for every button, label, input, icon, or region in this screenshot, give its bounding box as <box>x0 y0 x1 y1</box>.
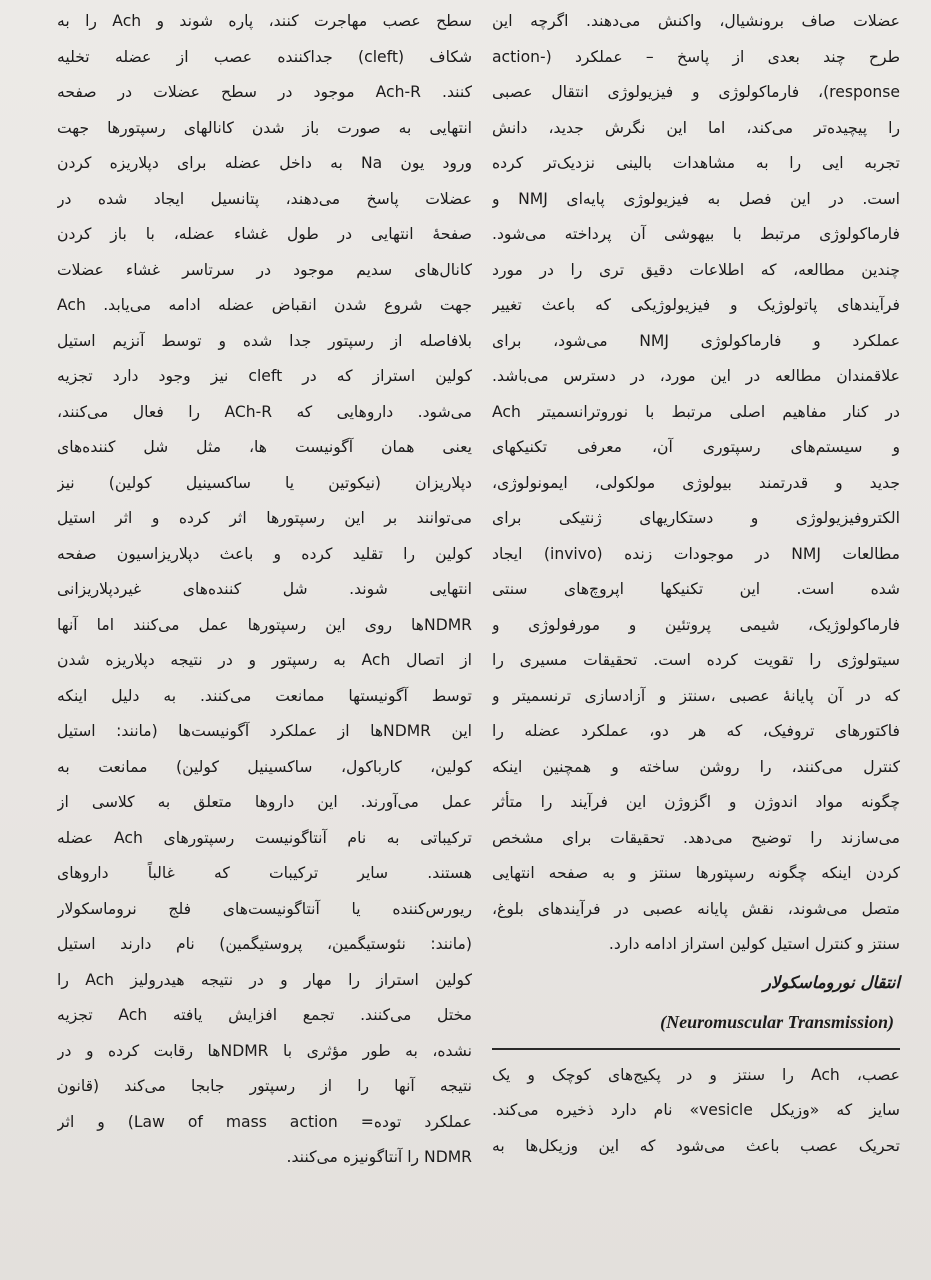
text-line: شده است. این تکنیکها اپروچ‌های سنتی <box>492 580 900 598</box>
text-line: الکتروفیزیولوژی و دستکاریهای ژنتیکی برای <box>492 509 900 527</box>
text-line: (مانند: نئوستیگمین، پروستیگمین) نام دارند استیل <box>57 935 472 953</box>
text-line: عملکرد و فارماکولوژی NMJ می‌شود، برای <box>492 331 900 350</box>
text-line: فارماکولوژیک، شیمی پروتئین و مورفولوژی و <box>492 615 900 634</box>
text-line: کولین، کارباکول، ساکسینیل کولین) ممانعت به <box>57 757 472 776</box>
text-line: و سیستم‌های رسپتوری آن، معرفی تکنیکهای <box>492 438 900 456</box>
text-line: که در آن پایانهٔ عصبی ،سنتز و آزادسازی ترنسمیتر و <box>492 686 900 705</box>
text-line: یعنی همان آگونیست ها، مثل شل کننده‌های <box>57 438 472 456</box>
text-line: NDMR را آنتاگونیزه می‌کنند. <box>286 1148 472 1166</box>
text-line: NDMRها روی این رسپتورها عمل می‌کنند اما آنها <box>57 615 472 634</box>
text-line: عضلات پاسخ می‌دهند، پتانسیل ایجاد شده در <box>57 189 472 208</box>
text-line: کنترل می‌کنند، را روشن ساخته و همچنین اینکه <box>492 757 900 776</box>
section-heading-persian: انتقال نوروماسکولار <box>762 972 900 992</box>
text-line: سیتولوژی را تقویت کرده است. تحقیقات مسیری را <box>492 651 900 669</box>
text-line: جهت شروع شدن انقباض عضله ادامه می‌یابد. Ach <box>57 296 472 314</box>
text-line: فارماکولوژی مرتبط با بیهوشی آن پرداخته می‌شود. <box>492 225 900 243</box>
text-line: است. در این فصل به فیزیولوژی پایه‌ای NMJ و <box>492 189 900 208</box>
text-line: متصل می‌شوند، نقش پایانه عصبی در فرآیندهای بلوغ، <box>492 899 900 918</box>
left-paragraph <box>57 4 472 1176</box>
text-line: کولین را تقلید کرده و باعث دپلاریزاسیون صفحه <box>57 544 472 563</box>
text-line: نتیجه آنها را از رسپتور جابجا می‌کند (قانون <box>57 1077 472 1095</box>
text-line: تحریک عصب باعث می‌شود که این وزیکل‌ها به <box>492 1136 900 1155</box>
text-line: چگونه مواد اندوژن و اگزوژن این فرآیند را متأثر <box>492 793 900 811</box>
text-line: هستند. سایر ترکیبات که غالباً داروهای <box>57 864 472 882</box>
text-line: می‌توانند بر این رسپتورها اثر کرده و اثر استیل <box>57 509 472 527</box>
text-line: response)، فارماکولوژی و فیزیولوژی انتقال عصبی <box>492 83 900 101</box>
text-line: جدید و قدرتمند بیولوژی مولکولی، ایمونولوژی، <box>492 473 900 492</box>
text-line: سطح عصب مهاجرت کنند، پاره شوند و Ach را به <box>57 12 472 30</box>
text-line: در کنار مفاهیم اصلی مرتبط با نوروترانسمیتر Ach <box>492 402 900 421</box>
text-line: صفحهٔ انتهایی در طول غشاء عضله، با باز کردن <box>57 225 472 243</box>
text-line: می‌شود. داروهایی که ACh-R را فعال می‌کنند، <box>57 402 472 421</box>
text-line: مختل می‌کنند. تجمع افزایش یافته Ach تجزیه <box>57 1006 472 1024</box>
text-line: انتهایی به صورت باز شدن کانالهای رسپتورها جهت <box>57 118 472 137</box>
text-line: ریورس‌کننده یا آنتاگونیست‌های فلج نروماسکولار <box>57 899 472 918</box>
right-paragraph-transmission <box>492 1058 900 1165</box>
text-line: توسط آگونیستها ممانعت می‌کنند. به دلیل اینکه <box>57 686 472 705</box>
text-line: دپلاریزان (نیکوتین یا ساکسینیل کولین) نیز <box>57 473 472 492</box>
text-line: کردن اینکه چگونه رسپتورها سنتز و به صفحه انتهایی <box>492 864 900 882</box>
right-paragraph-intro <box>492 4 900 963</box>
right-text-column <box>492 4 900 1164</box>
text-line: مطالعات NMJ در موجودات زنده (invivo) ایجاد <box>492 544 900 563</box>
text-line: ورود یون Na به داخل عضله برای دپلاریزه کردن <box>57 154 472 172</box>
text-line: تجربه ایی را به مشاهدات بالینی نزدیک‌تر کرده <box>492 154 900 172</box>
text-line: علاقمندان مطالعه در این مورد، در دسترس می‌باشد. <box>492 367 900 385</box>
text-line: بلافاصله از رسپتور جدا شده و توسط آنزیم استیل <box>57 331 472 350</box>
text-line: از اتصال Ach به رسپتور و در نتیجه دپلاریزه شدن <box>57 651 472 669</box>
text-line: انتهایی شوند. شل کننده‌های غیردپلاریزانی <box>57 580 472 598</box>
section-divider <box>492 1048 900 1050</box>
left-text-column <box>57 4 472 1176</box>
text-line: عضلات صاف برونشیال، واکنش می‌دهند. اگرچه این <box>492 12 900 30</box>
text-line: می‌سازند را توضیح می‌دهد. تحقیقات برای مشخص <box>492 828 900 847</box>
text-line: عملکرد توده= Law of mass action) و اثر <box>57 1112 472 1131</box>
text-line: طرح چند بعدی از پاسخ – عملکرد (-action <box>492 47 900 66</box>
text-line: عصب، Ach را سنتز و در پکیج‌های کوچک و یک <box>492 1065 900 1084</box>
text-line: کولین استراز را مهار و در نتیجه هیدرولیز Ach را <box>57 970 472 989</box>
text-line: ترکیباتی به نام آنتاگونیست رسپتورهای Ach عضله <box>57 828 472 847</box>
text-line: سایز که «وزیکل vesicle» نام دارد ذخیره می‌کند. <box>492 1101 900 1119</box>
text-line: کولین استراز که در cleft نیز وجود دارد تجزیه <box>57 367 472 385</box>
text-line: کنند. Ach-R موجود در سطح عضلات در صفحه <box>57 83 472 101</box>
text-line: نشده، به طور مؤثری با NDMRها رقابت کرده و در <box>57 1041 472 1060</box>
text-line: شکاف (cleft) جداکننده عصب از عضله تخلیه <box>57 47 472 66</box>
text-line: فرآیندهای پاتولوژیک و فیزیولوژیکی که باعث تغییر <box>492 296 900 314</box>
text-line: کانال‌های سدیم موجود در سرتاسر غشاء عضلات <box>57 260 472 279</box>
text-line: فاکتورهای تروفیک، که هر دو، عملکرد عضله را <box>492 722 900 740</box>
text-line: این NDMRها از عملکرد آگونیست‌ها (مانند: استیل <box>57 722 472 740</box>
text-line: عمل می‌آورند. این داروها متعلق به کلاسی از <box>57 793 472 811</box>
text-line: را پیچیده‌تر می‌کند، اما این نگرش جدید، دانش <box>492 118 900 137</box>
text-line: چندین مطالعه، که اطلاعات دقیق تری را در مورد <box>492 260 900 279</box>
section-heading-english: (Neuromuscular Transmission) <box>660 1011 894 1032</box>
text-line: سنتز و کنترل استیل کولین استراز ادامه دارد. <box>608 935 900 953</box>
